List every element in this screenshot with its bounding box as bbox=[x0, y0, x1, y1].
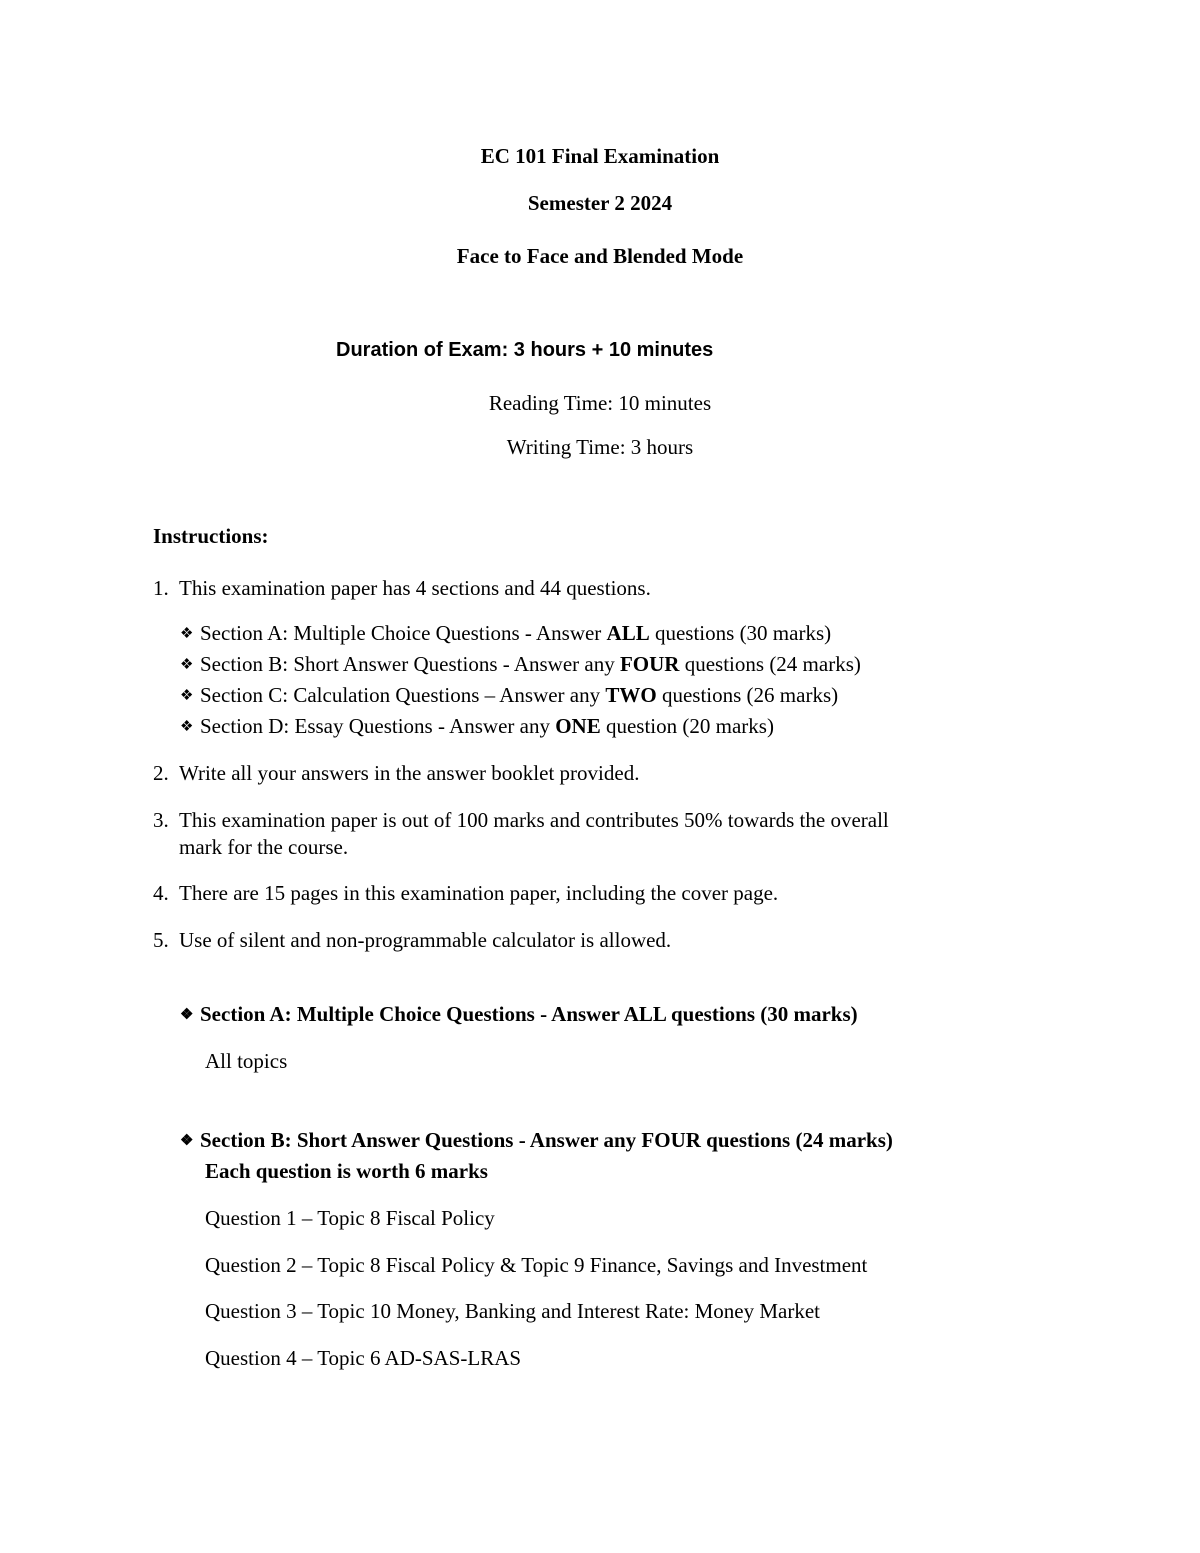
instruction-item-number: 3. bbox=[153, 808, 169, 832]
instruction-item-number: 5. bbox=[153, 928, 169, 952]
section-summary-item: ❖ Section B: Short Answer Questions - Answer any FOUR questions (24 marks) bbox=[180, 652, 861, 676]
instruction-item-text: This examination paper is out of 100 marks and contributes 50% towards the overall bbox=[179, 808, 889, 832]
diamond-bullet-icon: ❖ bbox=[180, 688, 194, 704]
semester-label: Semester 2 2024 bbox=[527, 191, 673, 215]
question-topic: Question 2 – Topic 8 Fiscal Policy & Topic 9 Finance, Savings and Investment bbox=[205, 1253, 868, 1277]
section-b-subheading: Each question is worth 6 marks bbox=[205, 1159, 488, 1183]
section-summary-item: ❖ Section D: Essay Questions - Answer any ONE question (20 marks) bbox=[180, 714, 774, 738]
instruction-item-text: This examination paper has 4 sections and 44 questions. bbox=[179, 576, 651, 600]
diamond-bullet-icon: ❖ bbox=[180, 657, 194, 673]
exam-duration: Duration of Exam: 3 hours + 10 minutes bbox=[336, 339, 714, 361]
instruction-item-number: 4. bbox=[153, 881, 169, 905]
section-b-heading: ❖ Section B: Short Answer Questions - Answer any FOUR questions (24 marks) bbox=[180, 1128, 893, 1152]
instruction-item-text: There are 15 pages in this examination paper, including the cover page. bbox=[179, 881, 779, 905]
question-topic: Question 4 – Topic 6 AD-SAS-LRAS bbox=[205, 1346, 522, 1370]
writing-time: Writing Time: 3 hours bbox=[506, 435, 694, 459]
instruction-item-text-continued: mark for the course. bbox=[179, 835, 349, 859]
mode-label: Face to Face and Blended Mode bbox=[456, 244, 744, 268]
section-a-heading: ❖ Section A: Multiple Choice Questions - Answer ALL questions (30 marks) bbox=[180, 1002, 858, 1026]
section-a-topics: All topics bbox=[205, 1049, 288, 1073]
instruction-item-text: Write all your answers in the answer booklet provided. bbox=[179, 761, 640, 785]
diamond-bullet-icon: ❖ bbox=[180, 1133, 194, 1149]
reading-time: Reading Time: 10 minutes bbox=[488, 391, 712, 415]
instruction-item-number: 2. bbox=[153, 761, 169, 785]
exam-title: EC 101 Final Examination bbox=[480, 144, 720, 168]
instructions-heading: Instructions: bbox=[153, 524, 269, 548]
question-topic: Question 3 – Topic 10 Money, Banking and Interest Rate: Money Market bbox=[205, 1299, 820, 1323]
instruction-item-text: Use of silent and non-programmable calculator is allowed. bbox=[179, 928, 672, 952]
diamond-bullet-icon: ❖ bbox=[180, 1007, 194, 1023]
section-summary-item: ❖ Section A: Multiple Choice Questions - Answer ALL questions (30 marks) bbox=[180, 621, 832, 645]
diamond-bullet-icon: ❖ bbox=[180, 719, 194, 735]
section-summary-item: ❖ Section C: Calculation Questions – Answer any TWO questions (26 marks) bbox=[180, 683, 839, 707]
question-topic: Question 1 – Topic 8 Fiscal Policy bbox=[205, 1206, 495, 1230]
diamond-bullet-icon: ❖ bbox=[180, 626, 194, 642]
instruction-item-number: 1. bbox=[153, 576, 169, 600]
